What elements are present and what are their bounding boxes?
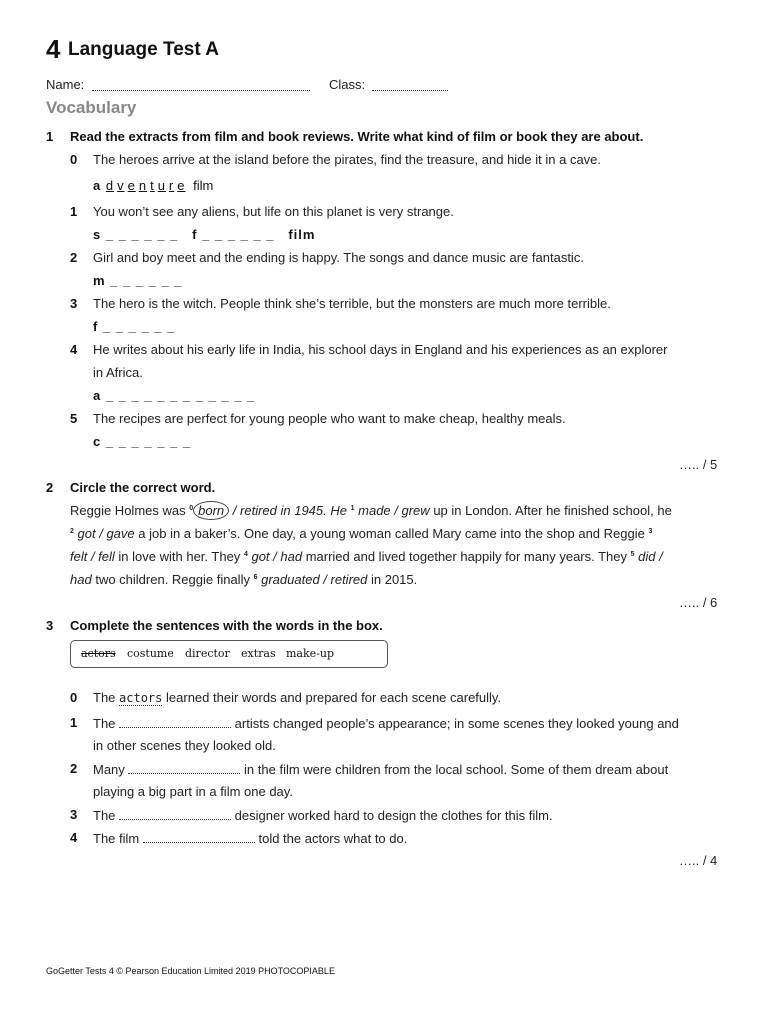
word-box-item: extras [241,647,276,660]
circled-option: born [193,501,229,520]
ex1-item-1-text: You won’t see any aliens, but life on this planet is very strange. [93,204,454,219]
text: told the actors what to do. [258,831,408,846]
ex1-item-0-text: The heroes arrive at the island before the pirates, find the treasure, and hide it in a cave. [93,152,602,167]
text: a job in a baker’s. One day, a young woman called Mary came into the shop and Reggie [138,526,645,541]
ex3-item-4-text [93,830,407,846]
class-label: Class: [329,77,366,92]
option-pair[interactable]: made / grew [358,503,430,518]
ex1-item-0-number: 0 [70,152,78,167]
ex2-line-1 [70,499,722,522]
answer-gap[interactable] [119,807,231,820]
option-pair[interactable]: got / had [251,549,303,564]
ex3-item-2-text-line2: playing a big part in a film one day. [93,784,293,799]
gap-number: 4 [243,551,248,558]
exercise-1-number: 1 [46,129,54,144]
ex3-item-0-number: 0 [70,690,78,705]
text: designer worked hard to design the clothes for this film. [234,808,553,823]
option-pair[interactable]: did / [638,549,663,564]
ex1-item-5-answer[interactable]: c _ _ _ _ _ _ _ [93,434,192,449]
text: two children. Reggie finally [95,572,250,587]
option-pair[interactable]: had [70,572,92,587]
exercise-3-instruction: Complete the sentences with the words in the box. [70,618,383,633]
exercise-1-instruction: Read the extracts from film and book reviews. Write what kind of film or book they are about. [70,129,644,144]
ex1-item-4-text: He writes about his early life in India, his school days in England and his experiences as an explorer [93,342,668,357]
answer-letter: d [105,178,115,193]
ex1-item-3-answer[interactable]: f _ _ _ _ _ _ [93,319,176,334]
word-box [70,640,388,668]
answer-letter: u [157,178,166,193]
answer-letter: e [177,178,186,193]
answer-letter: e [127,178,136,193]
text: / retired in 1945. He [232,503,347,518]
ex3-item-0-text [93,690,501,705]
ex1-item-5-text: The recipes are perfect for young people who want to make cheap, healthy meals. [93,411,566,426]
ex1-item-2-answer[interactable]: m _ _ _ _ _ _ [93,273,183,288]
text: The film [93,831,140,846]
ex1-score: ….. / 5 [679,457,718,472]
text: artists changed people’s appearance; in some scenes they looked young and [234,716,679,731]
text: The [93,808,116,823]
text: in 2015. [370,572,418,587]
class-field[interactable] [372,78,448,91]
ex1-item-2-number: 2 [70,250,78,265]
ex2-score: ….. / 6 [679,595,718,610]
ex3-item-3-number: 3 [70,807,78,822]
text: learned their words and prepared for each scene carefully. [166,690,502,705]
text: up in London. After he finished school, he [433,503,672,518]
gap-number: 2 [70,528,74,535]
ex3-score: ….. / 4 [679,853,718,868]
page-title: Language Test A [68,39,219,60]
gap-number: 5 [630,551,635,558]
section-heading: Vocabulary [46,98,137,117]
ex2-line-3 [70,545,722,568]
ex3-item-2-number: 2 [70,761,78,776]
exercise-2-number: 2 [46,480,54,495]
ex1-item-5-number: 5 [70,411,78,426]
gap-number: 6 [253,574,258,581]
ex2-line-2 [70,522,722,545]
ex1-item-4-number: 4 [70,342,78,357]
ex3-item-1-text [93,715,679,731]
ex3-item-2-text [93,761,668,777]
ex1-item-1-answer[interactable]: s _ _ _ _ _ _ f _ _ _ _ _ _ film [93,227,316,242]
text: in love with her. They [118,549,241,564]
ex2-paragraph [70,499,722,591]
option-pair[interactable]: felt / fell [70,549,115,564]
text: The [93,716,116,731]
answer-first-letter: a [93,178,102,193]
ex1-item-2-text: Girl and boy meet and the ending is happy. The songs and dance music are fantastic. [93,250,584,265]
ex1-example-answer [93,178,213,193]
example-fill: actors [119,691,163,705]
word-box-item: director [185,647,230,660]
name-field[interactable] [92,78,310,91]
word-box-item: make-up [286,647,335,660]
answer-suffix: film [193,178,214,193]
exercise-3-number: 3 [46,618,54,633]
answer-letter: v [117,178,125,193]
ex2-line-4 [70,568,722,591]
ex1-item-3-number: 3 [70,296,78,311]
exercise-2-instruction: Circle the correct word. [70,480,216,495]
answer-gap[interactable] [119,715,231,728]
unit-number: 4 [46,34,61,64]
answer-gap[interactable] [128,761,240,774]
answer-letter: t [150,178,155,193]
ex1-item-4-text-line2: in Africa. [93,365,143,380]
option-pair[interactable]: got / gave [77,526,135,541]
answer-letter: r [168,178,175,193]
ex1-item-3-text: The hero is the witch. People think she’s terrible, but the monsters are much more terrible. [93,296,611,311]
ex3-item-1-number: 1 [70,715,78,730]
option-pair[interactable]: graduated / retired [261,572,368,587]
text: The [93,690,116,705]
ex1-item-1-number: 1 [70,204,78,219]
text: married and lived together happily for many years. They [305,549,628,564]
ex3-item-1-text-line2: in other scenes they looked old. [93,738,276,753]
answer-letter: n [138,178,148,193]
copyright-footer: GoGetter Tests 4 © Pearson Education Limited 2019 PHOTOCOPIABLE [46,966,335,976]
name-label: Name: [46,77,85,92]
text: Reggie Holmes was [70,503,186,518]
gap-number: 1 [350,505,355,512]
ex1-item-4-answer[interactable]: a _ _ _ _ _ _ _ _ _ _ _ _ [93,388,256,403]
word-box-item: actors [81,647,116,660]
ex3-item-4-number: 4 [70,830,78,845]
gap-number: 3 [648,528,653,535]
ex3-item-3-text [93,807,553,823]
text: in the film were children from the local school. Some of them dream about [244,762,669,777]
text: Many [93,762,125,777]
answer-gap[interactable] [143,830,255,843]
gap-number: 0 [189,505,194,512]
word-box-item: costume [127,647,174,660]
